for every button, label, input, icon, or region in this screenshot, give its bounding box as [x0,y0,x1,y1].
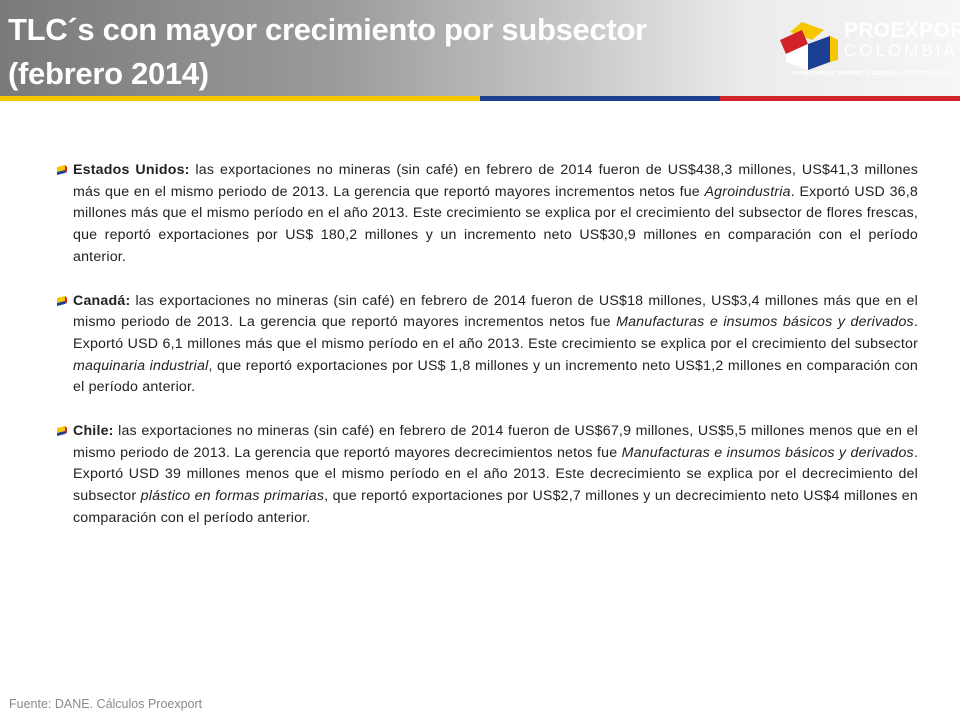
bullet-list [56,160,918,552]
flag-bullet-icon [56,425,68,437]
page-title-line-2: (febrero 2014) [8,56,209,91]
header-banner [0,0,979,96]
source-footnote: Fuente: DANE. Cálculos Proexport [9,697,203,711]
text-segment: las exportaciones no mineras (sin café) en febrero de 2014 fueron de US$438,3 millones, US$41,3 millones más que en el mismo periodo de 2013. La gerencia que reportó mayores incrementos netos fue [73,162,918,200]
page-title-line-1: TLC´s con mayor crecimiento por subsector [8,12,647,47]
flag-stripe-yellow [0,96,480,101]
proexport-logo [772,14,979,84]
bullet-country: Chile: [73,423,114,440]
text-segment: . Exportó USD 6,1 millones más que el mismo período en el año 2013. Este crecimiento se explica por el crecimiento del subsector [73,314,919,352]
text-segment-italic: maquinaria industrial [73,357,209,374]
text-segment: las exportaciones no mineras (sin café) en febrero de 2014 fueron de US$67,9 millones, US$5,5 millones menos que en el mismo periodo de 2013. La gerencia que reportó mayores decrecimientos netos fue [73,423,918,461]
text-segment-italic: Agroindustria [704,183,791,200]
logo-name: PROEXPORT [844,19,979,42]
logo-tagline: PROMOCIÓN DE TURISMO, INVERSIÓN Y EXPORTACIONES. [792,71,952,77]
logo-country: COLOMBIA [844,41,958,60]
flag-stripe-blue [480,96,720,101]
bullet-item-estados-unidos [56,160,918,269]
house-logo-icon [772,14,842,74]
text-segment-italic: Manufacturas e insumos básicos y derivados [621,444,914,461]
page-title [8,8,728,96]
flag-stripe-red [720,96,960,101]
bullet-item-canada [56,291,918,400]
bullet-country: Estados Unidos: [73,162,190,178]
bullet-text [73,291,918,400]
text-segment-italic: Manufacturas e insumos básicos y derivados [616,314,914,331]
bullet-text [73,160,918,269]
flag-bullet-icon [56,295,68,307]
text-segment-italic: plástico en formas primarias [140,488,325,505]
text-segment: las exportaciones no mineras (sin café) en febrero de 2014 fueron de US$18 millones, US$3,4 millones más que en el mismo periodo de 2013. La gerencia que reportó mayores incrementos netos fue [73,292,918,331]
flag-bullet-icon [56,164,68,176]
bullet-country: Canadá: [73,292,131,309]
bullet-item-chile [56,421,918,530]
text-segment: , que reportó exportaciones por US$2,7 millones y un decrecimiento neto US$4 millones en comparación con el período anterior. [73,488,918,526]
bullet-text [73,421,918,530]
text-segment: . Exportó USD 39 millones menos que el mismo período en el año 2013. Este decrecimiento se explica por el decrecimiento del subsector [73,444,918,505]
text-segment: . Exportó USD 36,8 millones más que el mismo período en el año 2013. Este crecimiento se explica por el crecimiento del subsector de flores frescas, que reportó exportaciones por US$ 180,2 millones y un incremento neto US$30,9 millones en comparación con el período anterior. [73,183,918,265]
text-segment: , que reportó exportaciones por US$ 1,8 millones y un incremento neto US$1,2 millones en comparación con el período anterior. [73,357,919,396]
